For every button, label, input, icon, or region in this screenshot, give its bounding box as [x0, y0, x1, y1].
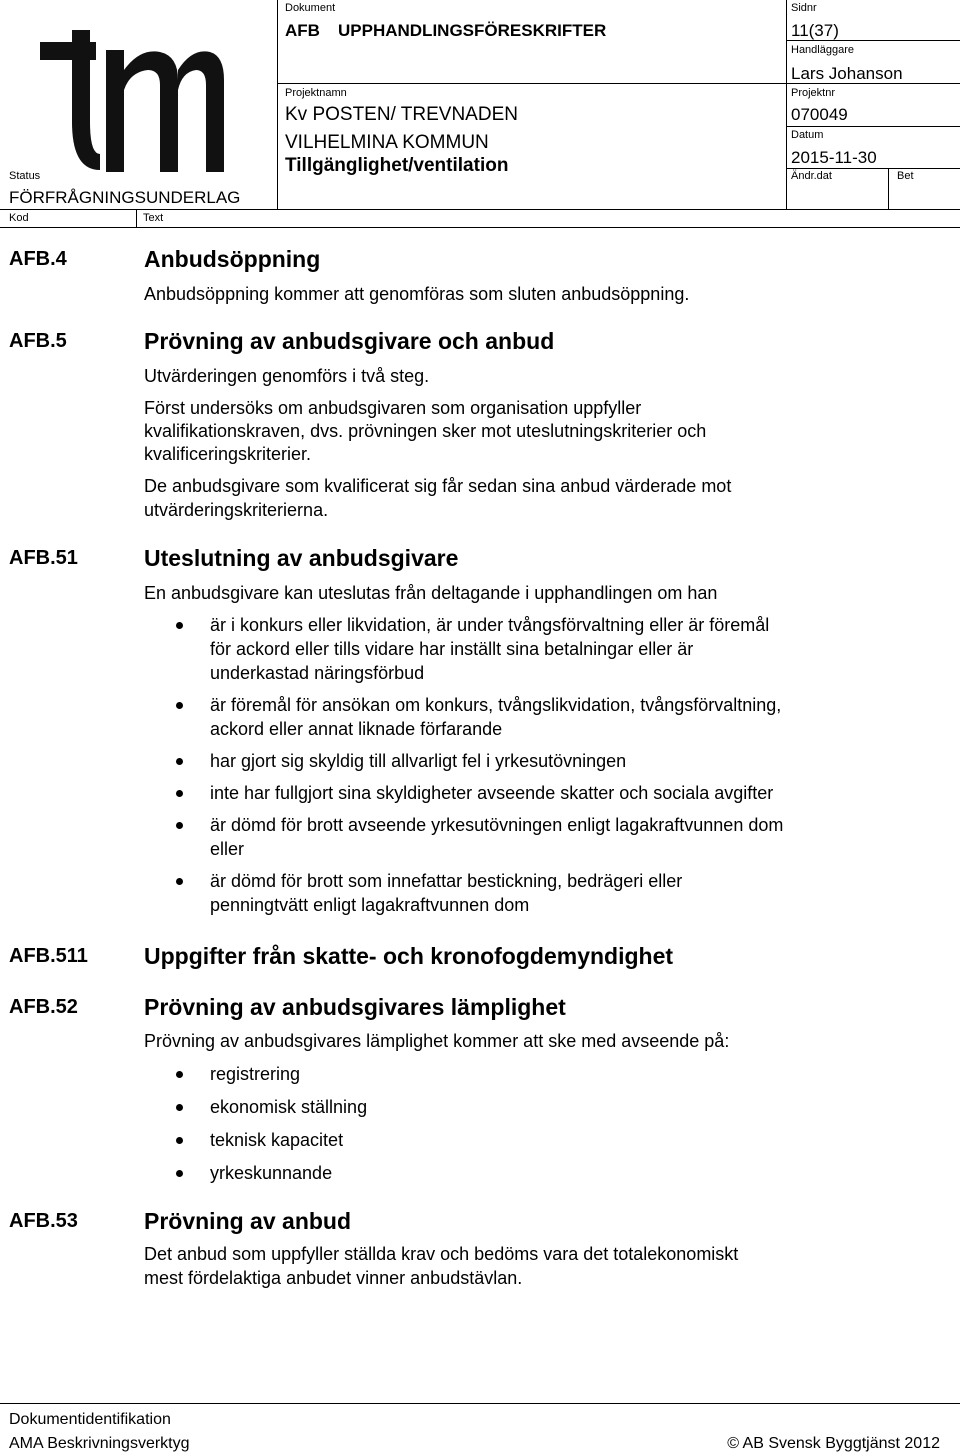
list-item-line: underkastad näringsförbud	[210, 663, 425, 683]
bullet-icon	[176, 822, 183, 829]
list-item-line: inte har fullgjort sina skyldigheter avseende skatter och sociala avgifter	[210, 783, 774, 803]
footer-rule	[0, 1403, 960, 1404]
dokument-label: Dokument	[285, 2, 336, 14]
text-label: Text	[143, 212, 164, 224]
list-item-line: är i konkurs eller likvidation, är under tvångsförvaltning eller är föremål	[210, 615, 770, 635]
bullet-icon	[176, 1071, 183, 1078]
handlaggare-value: Lars Johanson	[791, 64, 903, 83]
projektnamn-label: Projektnamn	[285, 87, 347, 99]
list-item-line: är dömd för brott som innefattar bestickning, bedrägeri eller	[210, 871, 683, 891]
tm-logo-graphic	[30, 30, 230, 180]
header-rule	[786, 40, 960, 41]
header-rule	[786, 126, 960, 127]
section-code: AFB.53	[9, 1210, 78, 1232]
bullet-icon	[176, 758, 183, 765]
section-title: Prövning av anbudsgivares lämplighet	[144, 994, 566, 1020]
tool-name: AMA Beskrivningsverktyg	[9, 1435, 190, 1452]
bet-label: Bet	[897, 170, 914, 182]
header-rule	[786, 83, 960, 84]
list-item	[144, 1161, 367, 1185]
handlaggare-label: Handläggare	[791, 44, 854, 56]
bullet-icon	[176, 622, 183, 629]
list-item	[144, 693, 783, 741]
bullet-icon	[176, 790, 183, 797]
header-rule	[0, 227, 960, 228]
header-divider	[277, 0, 278, 209]
tm-logo	[30, 30, 230, 180]
sidnr-label: Sidnr	[791, 2, 817, 14]
paragraph: Anbudsöppning kommer att genomföras som sluten anbudsöppning.	[144, 284, 690, 304]
list-item	[144, 1095, 367, 1119]
list-item-line: eller	[210, 839, 245, 859]
header-divider	[888, 168, 889, 209]
projektnamn-line2: VILHELMINA KOMMUN	[285, 132, 489, 153]
paragraph-line: kvalificeringskriterier.	[144, 444, 312, 464]
andrdat-label: Ändr.dat	[791, 170, 832, 182]
list-item-line: yrkeskunnande	[210, 1163, 333, 1183]
list-item-line: har gjort sig skyldig till allvarligt fel i yrkesutövningen	[210, 751, 627, 771]
section-title: Uppgifter från skatte- och kronofogdemyndighet	[144, 943, 674, 969]
paragraph-line: utvärderingskriterierna.	[144, 500, 329, 520]
list-item-line: för ackord eller tills vidare har inställt sina betalningar eller är	[210, 639, 694, 659]
dokument-title: UPPHANDLINGSFÖRESKRIFTER	[338, 21, 607, 40]
list-item-line: teknisk kapacitet	[210, 1130, 344, 1150]
projektnamn-line1: Kv POSTEN/ TREVNADEN	[285, 104, 518, 125]
paragraph: Utvärderingen genomförs i två steg.	[144, 366, 430, 386]
section-code: AFB.5	[9, 330, 67, 352]
header-rule	[0, 209, 960, 210]
section-title: Uteslutning av anbudsgivare	[144, 545, 459, 571]
paragraph: Prövning av anbudsgivares lämplighet kommer att ske med avseende på:	[144, 1031, 730, 1051]
paragraph-line: Först undersöks om anbudsgivaren som organisation uppfyller	[144, 398, 642, 418]
header-rule	[277, 83, 786, 84]
list-item-line: är dömd för brott avseende yrkesutövningen enligt lagakraftvunnen dom	[210, 815, 784, 835]
projektnamn-line3: Tillgänglighet/ventilation	[285, 155, 509, 176]
section-code: AFB.52	[9, 996, 78, 1018]
paragraph-line: mest fördelaktiga anbudet vinner anbudstävlan.	[144, 1268, 523, 1288]
section-code: AFB.4	[9, 248, 67, 270]
list-item-line: registrering	[210, 1064, 301, 1084]
bullet-icon	[176, 702, 183, 709]
status-label: Status	[9, 170, 41, 182]
section-code: AFB.51	[9, 547, 78, 569]
paragraph: En anbudsgivare kan uteslutas från deltagande i upphandlingen om han	[144, 583, 718, 603]
list-item	[144, 1128, 367, 1152]
bullet-icon	[176, 1137, 183, 1144]
exclusion-list	[144, 613, 783, 917]
bullet-icon	[176, 878, 183, 885]
section-title: Prövning av anbud	[144, 1208, 352, 1234]
bullet-icon	[176, 1170, 183, 1177]
dokument-code: AFB	[285, 21, 320, 40]
datum-value: 2015-11-30	[791, 148, 877, 167]
list-item-line: penningtvätt enligt lagakraftvunnen dom	[210, 895, 530, 915]
paragraph-line: Det anbud som uppfyller ställda krav och bedöms vara det totalekonomiskt	[144, 1244, 739, 1264]
header-rule	[786, 168, 960, 169]
paragraph-line: De anbudsgivare som kvalificerat sig får sedan sina anbud värderade mot	[144, 476, 732, 496]
copyright: © AB Svensk Byggtjänst 2012	[727, 1435, 940, 1452]
sidnr-value: 11(37)	[791, 21, 839, 40]
list-item	[144, 781, 783, 805]
header-divider	[136, 209, 137, 227]
list-item	[144, 613, 783, 685]
list-item-line: är föremål för ansökan om konkurs, tvångslikvidation, tvångsförvaltning,	[210, 695, 782, 715]
list-item	[144, 813, 783, 861]
paragraph-line: kvalifikationskraven, dvs. prövningen sker mot uteslutningskriterier och	[144, 421, 707, 441]
header-divider	[786, 0, 787, 209]
list-item	[144, 869, 783, 917]
doc-id-label: Dokumentidentifikation	[9, 1411, 171, 1428]
list-item	[144, 1062, 367, 1086]
list-item	[144, 749, 783, 773]
projektnr-value: 070049	[791, 105, 848, 124]
list-item-line: ekonomisk ställning	[210, 1097, 368, 1117]
kod-label: Kod	[9, 212, 29, 224]
bullet-icon	[176, 1104, 183, 1111]
datum-label: Datum	[791, 129, 824, 141]
section-code: AFB.511	[9, 945, 88, 967]
projektnr-label: Projektnr	[791, 87, 836, 99]
section-title: Anbudsöppning	[144, 246, 321, 272]
status-value: FÖRFRÅGNINGSUNDERLAG	[9, 188, 241, 207]
suitability-list	[144, 1062, 367, 1185]
section-title: Prövning av anbudsgivare och anbud	[144, 328, 555, 354]
list-item-line: ackord eller annat liknade förfarande	[210, 719, 503, 739]
